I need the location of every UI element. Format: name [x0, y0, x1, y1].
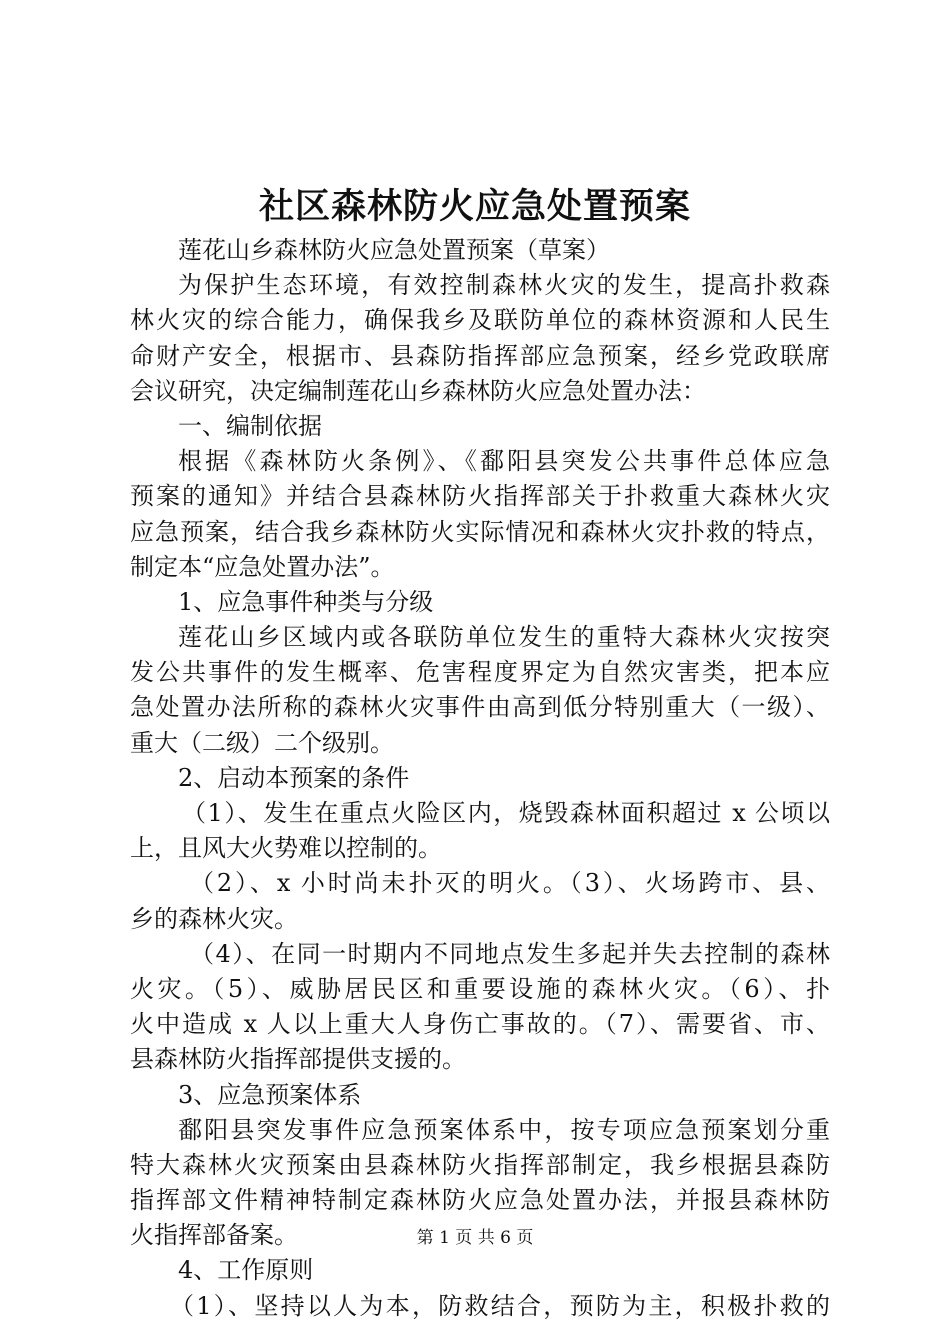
- text-line: 林火灾的综合能力，确保我乡及联防单位的森林资源和人民生: [130, 306, 830, 335]
- text-line: 特大森林火灾预案由县森林防火指挥部制定，我乡根据县森防: [130, 1150, 830, 1179]
- text-line: 莲花山乡森林防火应急处置预案（草案）: [178, 236, 610, 264]
- text-line: 重大（二级）二个级别。: [130, 728, 394, 757]
- document-body: [130, 233, 830, 1324]
- text-line: 莲花山乡区域内或各联防单位发生的重特大森林火灾按突: [178, 623, 830, 652]
- text-line: （2）、x 小时尚未扑灭的明火。（3）、火场跨市、县、: [190, 869, 830, 898]
- text-line: 上，且风大火势难以控制的。: [130, 834, 442, 863]
- text-line: 制定本“应急处置办法”。: [130, 552, 395, 581]
- page-footer: 第 1 页 共 6 页: [416, 1228, 534, 1248]
- text-line: 指挥部文件精神特制定森林防火应急处置办法，并报县森林防: [130, 1186, 830, 1215]
- text-line: （4）、在同一时期内不同地点发生多起并失去控制的森林: [190, 939, 830, 968]
- text-line: 鄱阳县突发事件应急预案体系中，按专项应急预案划分重: [178, 1115, 830, 1144]
- text-line: 火指挥部备案。: [130, 1221, 298, 1250]
- section-heading: 1、应急事件种类与分级: [178, 587, 434, 616]
- text-line: 命财产安全，根据市、县森防指挥部应急预案，经乡党政联席: [130, 341, 830, 370]
- text-line: 乡的森林火灾。: [130, 904, 298, 933]
- text-line: 发公共事件的发生概率、危害程度界定为自然灾害类，把本应: [130, 658, 830, 687]
- section-heading: 2、启动本预案的条件: [178, 763, 410, 792]
- text-line: 应急预案，结合我乡森林防火实际情况和森林火灾扑救的特点，: [130, 517, 830, 546]
- text-line: 县森林防火指挥部提供支援的。: [130, 1045, 466, 1074]
- section-heading: 4、工作原则: [178, 1256, 314, 1285]
- text-line: 根据《森林防火条例》、《鄱阳县突发公共事件总体应急: [178, 447, 830, 476]
- text-line: （1）、发生在重点火险区内，烧毁森林面积超过 x 公顷以: [182, 799, 830, 827]
- section-heading: 一、编制依据: [178, 411, 322, 440]
- section-heading: 3、应急预案体系: [178, 1080, 362, 1109]
- text-line: 为保护生态环境，有效控制森林火灾的发生，提高扑救森: [178, 271, 830, 300]
- text-line: 急处置办法所称的森林火灾事件由高到低分特别重大（一级）、: [130, 693, 830, 722]
- text-line: （1）、坚持以人为本，防救结合，预防为主，积极扑救的: [170, 1291, 830, 1320]
- text-line: 火中造成 x 人以上重大人身伤亡事故的。（7）、需要省、市、: [130, 1010, 830, 1039]
- document-title: 社区森林防火应急处置预案: [258, 187, 691, 227]
- text-line: 会议研究，决定编制莲花山乡森林防火应急处置办法：: [130, 376, 706, 405]
- text-line: 预案的通知》并结合县森林防火指挥部关于扑救重大森林火灾: [130, 482, 830, 511]
- text-line: 火灾。（5）、威胁居民区和重要设施的森林火灾。（6）、扑: [130, 974, 830, 1003]
